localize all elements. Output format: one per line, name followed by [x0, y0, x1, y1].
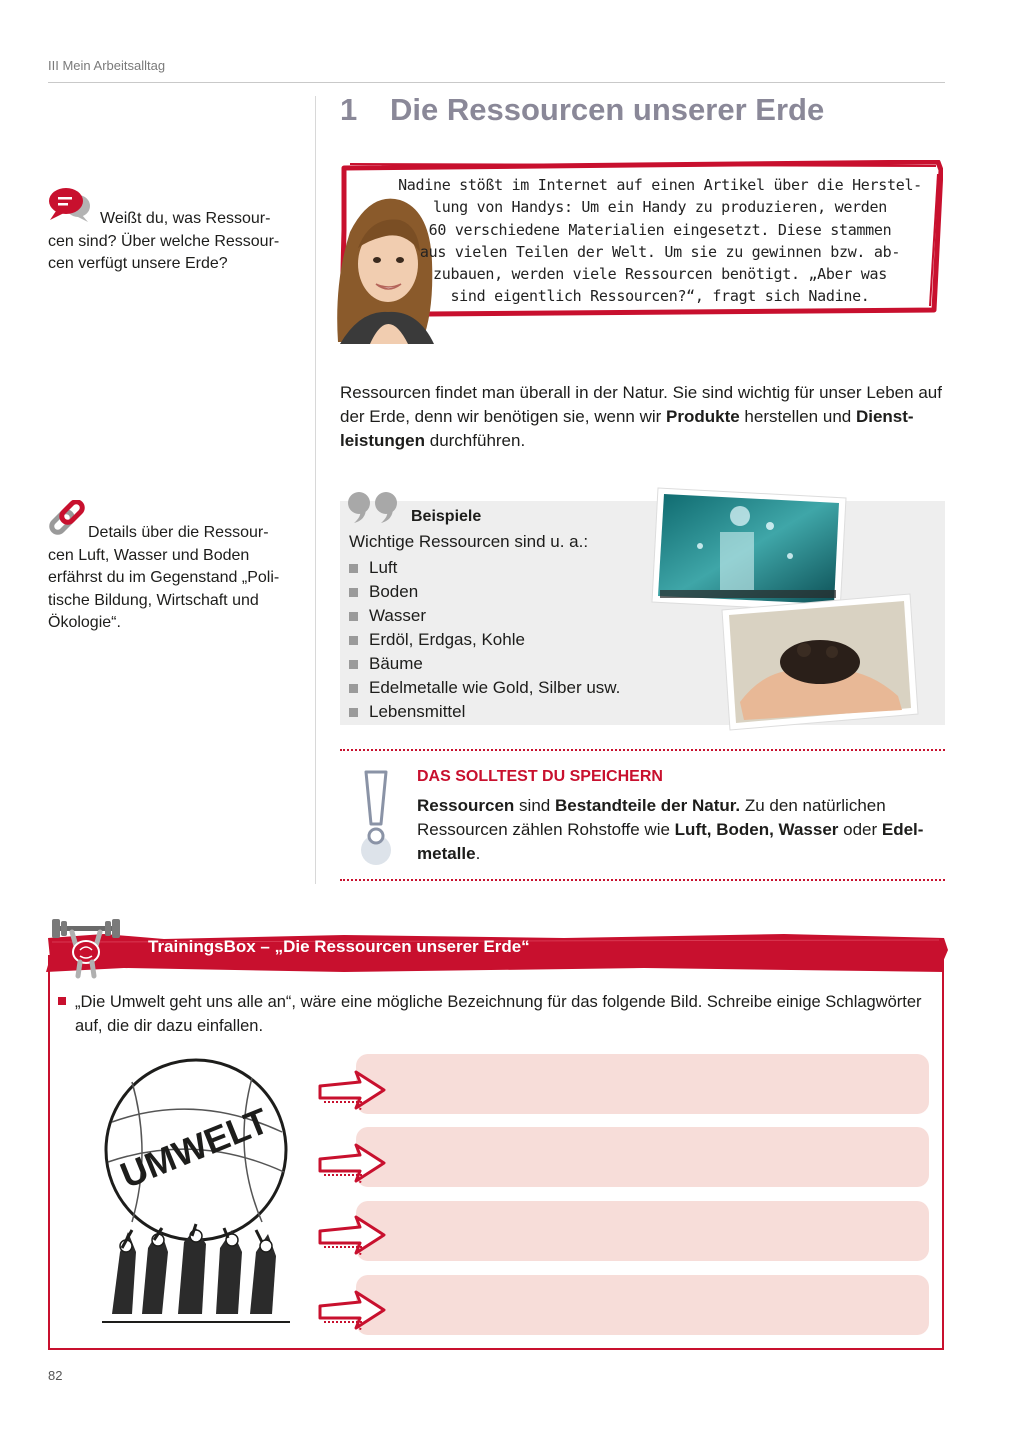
save-title: DAS SOLLTEST DU SPEICHERN: [417, 768, 663, 785]
list-item-label: Erdöl, Erdgas, Kohle: [369, 630, 525, 649]
save-span: .: [475, 844, 481, 863]
list-item: [349, 676, 620, 700]
list-item-label: Edelmetalle wie Gold, Silber usw.: [369, 678, 621, 697]
bullet-square-icon: [349, 588, 358, 597]
list-item: [349, 700, 620, 724]
story-text: [395, 174, 925, 308]
chapter-title-text: Die Ressourcen unserer Erde: [390, 92, 825, 127]
arrow-right-icon: [316, 1141, 386, 1185]
arrow-right-icon: [316, 1288, 386, 1332]
list-item-label: Wasser: [369, 606, 426, 625]
sidebar-question: [48, 208, 298, 276]
list-item: [349, 652, 620, 676]
list-item: [349, 604, 620, 628]
sidebar-question-line: Weißt du, was Ressour-: [100, 210, 271, 227]
sidebar-link-line: Details über die Ressour-: [88, 524, 269, 541]
soil-photo: [720, 592, 920, 732]
save-bold: Edelmetalle: [417, 820, 924, 863]
quote-marks-icon: [346, 490, 402, 524]
save-divider-bottom: [340, 879, 945, 881]
story-line: lung von Handys: Um ein Handy zu produzieren, werden: [432, 198, 887, 217]
list-item-label: Bäume: [369, 654, 423, 673]
list-item-label: Luft: [369, 558, 398, 577]
weightlifter-brain-icon: [50, 916, 122, 980]
training-task: [58, 990, 938, 1038]
umwelt-illustration: [92, 1052, 300, 1334]
bullet-square-icon: [349, 708, 358, 717]
sidebar-link-line: cen Luft, Wasser und Boden: [48, 546, 250, 564]
intro-bold-products: Produkte: [666, 407, 740, 426]
story-line: zubauen, werden viele Ressourcen benötigt. „Aber was: [432, 265, 887, 284]
examples-intro: Wichtige Ressourcen sind u. a.:: [349, 532, 589, 551]
intro-paragraph: [340, 381, 946, 453]
save-bold: Bestandteile der Natur.: [554, 796, 741, 815]
trainingsbox-title: TrainingsBox – „Die Ressourcen unserer Erde“: [148, 937, 530, 956]
bullet-square-icon: [349, 684, 358, 693]
bullet-square-icon: [349, 564, 358, 573]
save-bold: Ressourcen: [417, 796, 515, 815]
sidebar-link-line: tische Bildung, Wirtschaft und: [48, 591, 259, 609]
story-line: aus vielen Teilen der Welt. Um sie zu gewinnen bzw. ab-: [419, 242, 901, 261]
story-line: Nadine stößt im Internet auf einen Artikel über die Herstel-: [398, 176, 922, 194]
bullet-square-icon: [349, 636, 358, 645]
training-task-text: „Die Umwelt geht uns alle an“, wäre eine mögliche Bezeichnung für das folgende Bild. Schreibe einige Schlagwörter auf, die dir dazu einfallen.: [75, 993, 922, 1035]
running-head: III Mein Arbeitsalltag: [48, 58, 166, 73]
arrow-right-icon: [316, 1068, 386, 1112]
sidebar-link-line: erfährst du im Gegenstand „Poli-: [48, 569, 280, 586]
intro-text: herstellen und: [739, 407, 856, 426]
answer-field-4[interactable]: [356, 1275, 929, 1335]
save-text: [417, 794, 937, 866]
save-span: Zu den natürlichen Ressourcen zählen Rohstoffe wie: [417, 796, 886, 839]
chapter-title: [340, 92, 824, 128]
intro-bold-services: Dienstleistungen: [340, 407, 914, 450]
umwelt-label: UMWELT: [114, 1099, 274, 1196]
list-item: [349, 628, 620, 652]
examples-title: Beispiele: [411, 508, 482, 525]
examples-list: [349, 556, 620, 724]
sidebar-link-line: Ökologie“.: [48, 614, 121, 631]
intro-text: Ressourcen findet man überall in der Natur. Sie sind wichtig für unser Leben auf der Erde, denn wir benötigen sie, wenn wir: [340, 383, 942, 426]
column-divider: [315, 96, 316, 884]
intro-text: durchführen.: [425, 431, 526, 450]
list-item: [349, 580, 620, 604]
save-span: sind: [514, 796, 555, 815]
list-item-label: Lebensmittel: [369, 702, 466, 721]
save-divider-top: [340, 749, 945, 751]
sidebar-question-line: cen sind? Über welche Ressour-: [48, 232, 280, 250]
story-line: sind eigentlich Ressourcen?“, fragt sich Nadine.: [450, 287, 870, 306]
sidebar-link-text: [48, 522, 308, 635]
list-item: [349, 556, 620, 580]
answer-field-3[interactable]: [356, 1201, 929, 1261]
header-divider: [48, 82, 945, 83]
task-bullet-icon: [58, 997, 66, 1005]
chapter-number: 1: [340, 92, 358, 127]
bullet-square-icon: [349, 612, 358, 621]
save-bold: Luft, Boden, Wasser: [674, 820, 839, 839]
arrow-right-icon: [316, 1213, 386, 1257]
bullet-square-icon: [349, 660, 358, 669]
save-span: oder: [838, 820, 882, 839]
answer-field-1[interactable]: [356, 1054, 929, 1114]
page-number: 82: [48, 1368, 63, 1383]
exclamation-icon: [352, 770, 400, 865]
list-item-label: Boden: [369, 582, 419, 601]
sidebar-question-line: cen verfügt unsere Erde?: [48, 255, 228, 272]
answer-field-2[interactable]: [356, 1127, 929, 1187]
story-line: 60 verschiedene Materialien eingesetzt. Diese stammen: [428, 220, 892, 239]
